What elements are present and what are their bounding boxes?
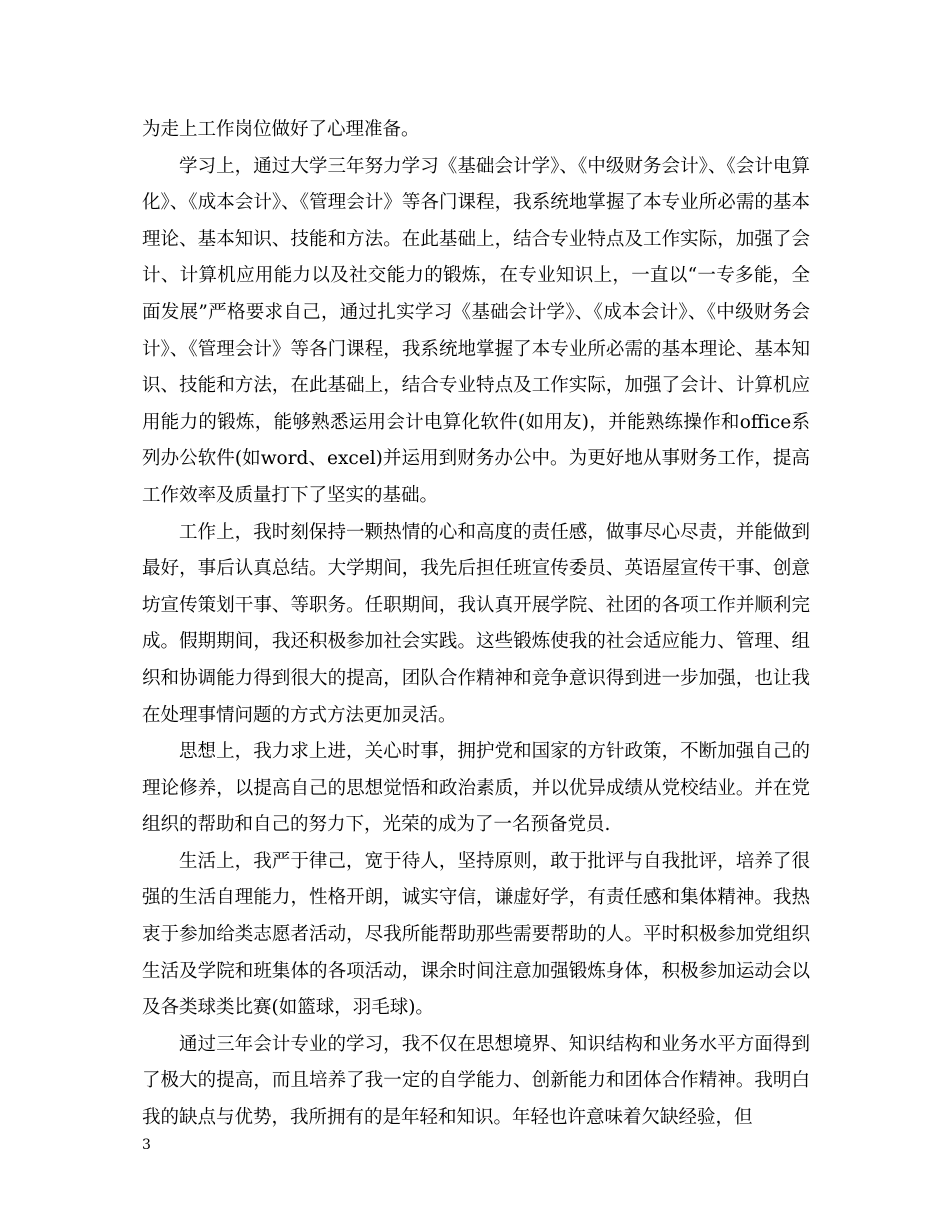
paragraph-4: 思想上，我力求上进，关心时事，拥护党和国家的方针政策，不断加强自己的理论修养，以提高自己的思想觉悟和政治素质，并以优异成绩从党校结业。并在党组织的帮助和自己的努力下，光荣的成为了一名预备党员. — [142, 741, 810, 836]
paragraph-1: 为走上工作岗位做好了心理准备。 — [142, 119, 420, 140]
paragraph-2: 学习上，通过大学三年努力学习《基础会计学》、《中级财务会计》、《会计电算化》、《成本会计》、《管理会计》等各门课程，我系统地掌握了本专业所必需的基本理论、基本知识、技能和方法。在此基础上，结合专业特点及工作实际，加强了会计、计算机应用能力以及社交能力的锻炼，在专业知识上，一直以“一专多能，全面发展”严格要求自己，通过扎实学习《基础会计学》、《成本会计》、《中级财务会计》、《管理会计》等各门课程，我系统地掌握了本专业所必需的基本理论、基本知识、技能和方法，在此基础上，结合专业特点及工作实际，加强了会计、计算机应用能力的锻炼，能够熟悉运用会计电算化软件(如用友)，并能熟练操作和office系列办公软件(如word、excel)并运用到财务办公中。为更好地从事财务工作，提高工作效率及质量打下了坚实的基础。 — [142, 155, 810, 506]
paragraph-5: 生活上，我严于律己，宽于待人，坚持原则，敢于批评与自我批评，培养了很强的生活自理能力，性格开朗，诚实守信，谦虚好学，有责任感和集体精神。我热衷于参加给类志愿者活动，尽我所能帮助那些需要帮助的人。平时积极参加党组织生活及学院和班集体的各项活动，课余时间注意加强锻炼身体，积极参加运动会以及各类球类比赛(如篮球，羽毛球)。 — [142, 850, 810, 1019]
page-number: 3 — [142, 1137, 151, 1153]
body-text — [142, 112, 810, 1137]
paragraph-3: 工作上，我时刻保持一颗热情的心和高度的责任感，做事尽心尽责，并能做到最好，事后认真总结。大学期间，我先后担任班宣传委员、英语屋宣传干事、创意坊宣传策划干事、等职务。任职期间，我认真开展学院、社团的各项工作并顺利完成。假期期间，我还积极参加社会实践。这些锻炼使我的社会适应能力、管理、组织和协调能力得到很大的提高，团队合作精神和竞争意识得到进一步加强，也让我在处理事情问题的方式方法更加灵活。 — [142, 521, 810, 726]
paragraph-6: 通过三年会计专业的学习，我不仅在思想境界、知识结构和业务水平方面得到了极大的提高，而且培养了我一定的自学能力、创新能力和团体合作精神。我明白我的缺点与优势，我所拥有的是年轻和知识。年轻也许意味着欠缺经验，但 — [142, 1033, 810, 1129]
